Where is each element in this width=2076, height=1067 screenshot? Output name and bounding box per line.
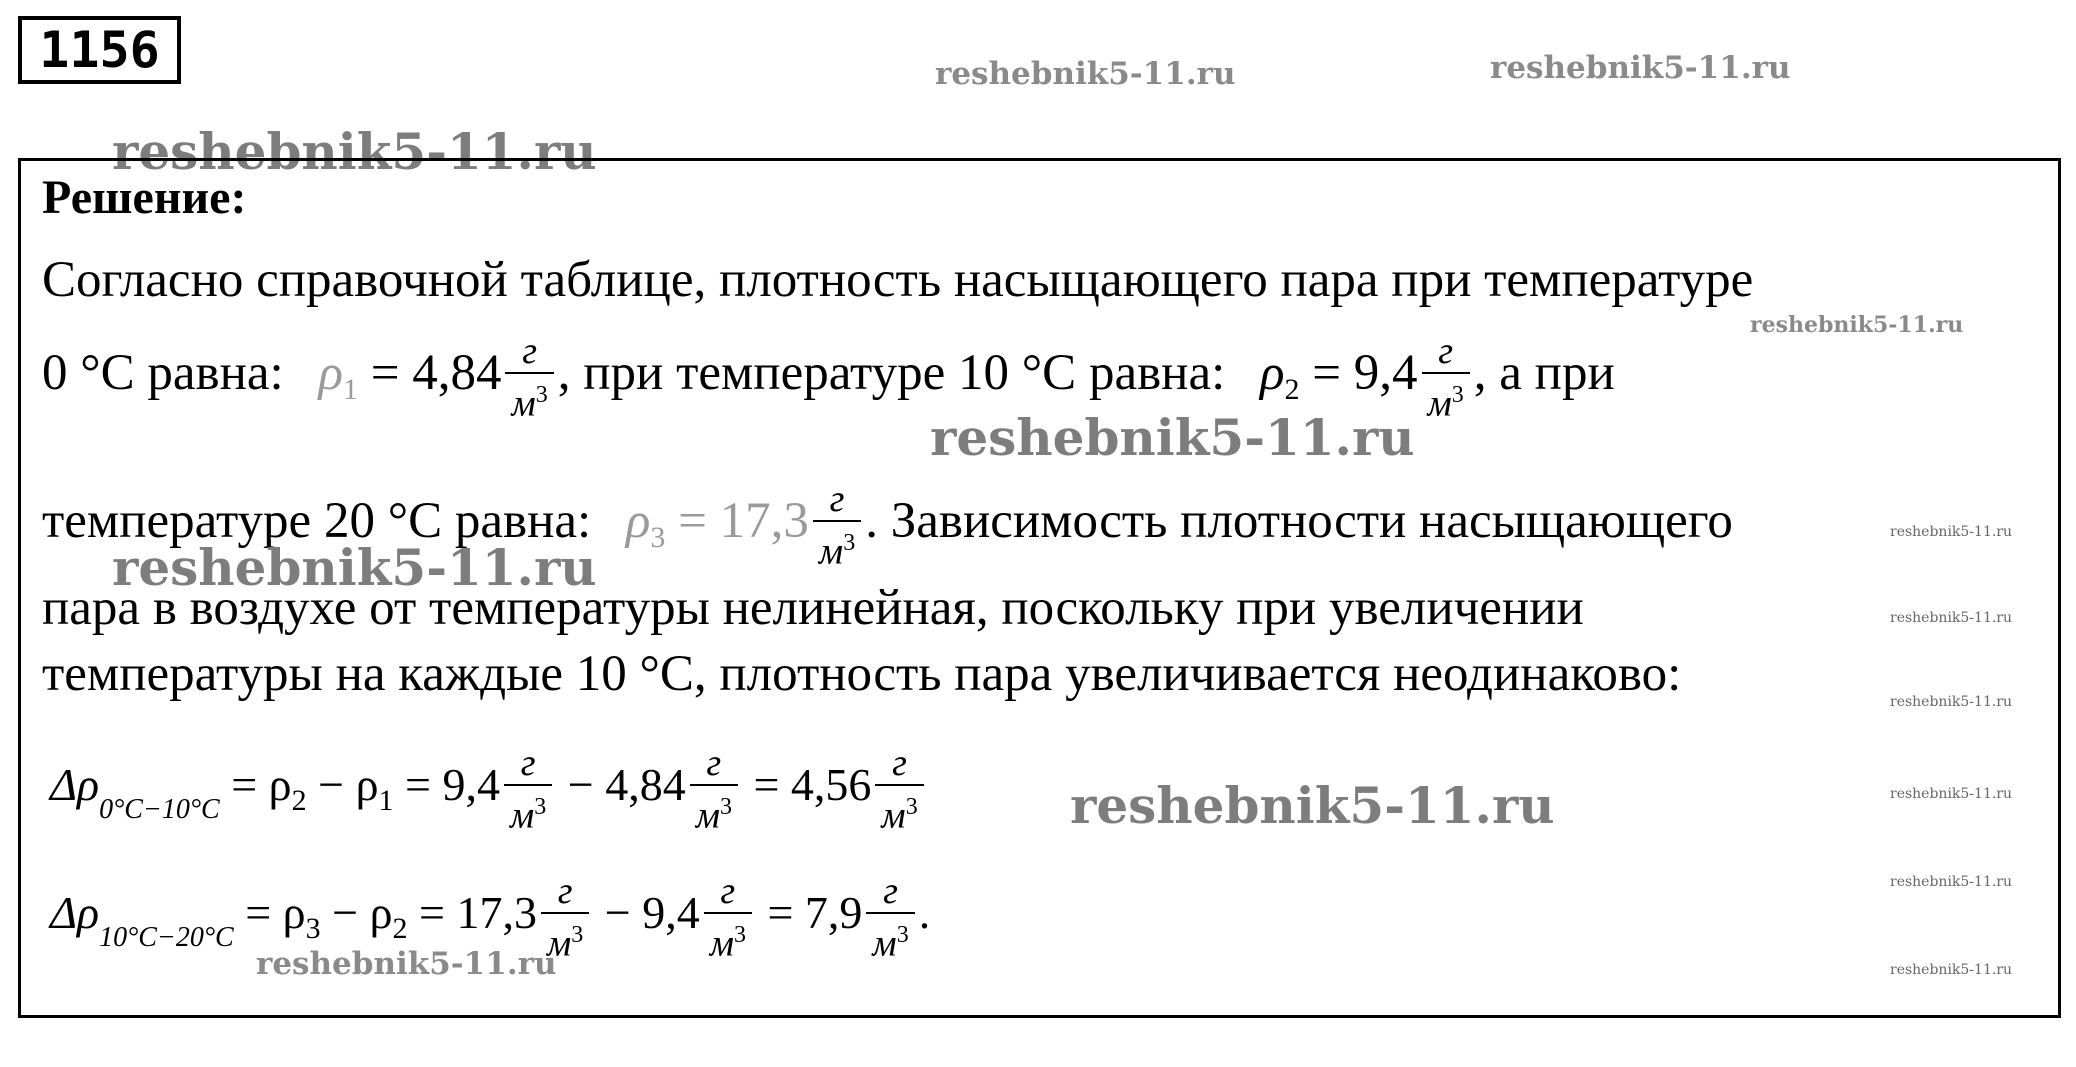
- text-line-4: пара в воздухе от температуры нелинейная, поскольку при увеличении: [42, 580, 1584, 636]
- watermark: reshebnik5-11.ru: [930, 408, 1415, 467]
- equation-delta-1: $\Delta\rho_{0^\circ C-10^\circ C} = \rho_2 - \rho_1 = 9,4$ $\frac{г}{м^3}$ − 4,84 $\frac{г}{м^3}$ = 4,56 $\frac{г}{м^3}$: [50, 742, 928, 840]
- text-line-2: 0 °C равна: $\rho_1 = 4,84$ $\frac{г}{м^3}$ , при температуре 10 °C равна: $\rho_2 = 9,4$ $\frac{г}{м^3}$ , а при: [42, 330, 1615, 425]
- equation-delta-2: $\Delta\rho_{10^\circ C-20^\circ C} = \rho_3 - \rho_2 = 17,3$ $\frac{г}{м^3}$ − 9,4 $\frac{г}{м^3}$ = 7,9 $\frac{г}{м^3}$ .: [50, 870, 931, 965]
- watermark: reshebnik5-11.ru: [1070, 776, 1555, 835]
- text-line-3: температуре 20 °C равна: $\rho_3 = 17,3$ $\frac{г}{м^3}$ . Зависимость плотности насыщающего: [42, 478, 1733, 573]
- watermark: reshebnik5-11.ru: [1890, 874, 2013, 890]
- watermark: reshebnik5-11.ru: [1890, 610, 2013, 626]
- text-line-1: Согласно справочной таблице, плотность насыщающего пара при температуре: [42, 252, 1754, 308]
- solution-heading: Решение:: [42, 171, 247, 224]
- unit-fraction: $\frac{г}{м^3}$: [813, 478, 861, 573]
- unit-fraction: $\frac{г}{м^3}$: [690, 742, 738, 837]
- watermark: reshebnik5-11.ru: [1890, 524, 2013, 540]
- watermark: reshebnik5-11.ru: [1890, 786, 2013, 802]
- problem-number: 1156: [18, 16, 181, 84]
- unit-fraction: $\frac{г}{м^3}$: [505, 330, 553, 425]
- unit-fraction: $\frac{г}{м^3}$: [704, 870, 752, 965]
- watermark: reshebnik5-11.ru: [1890, 962, 2013, 978]
- unit-fraction: $\frac{г}{м^3}$: [866, 870, 914, 965]
- unit-fraction: $\frac{г}{м^3}$: [875, 742, 923, 837]
- watermark: reshebnik5-11.ru: [1750, 312, 1964, 338]
- unit-fraction: $\frac{г}{м^3}$: [504, 742, 552, 837]
- watermark: reshebnik5-11.ru: [256, 946, 557, 982]
- watermark: reshebnik5-11.ru: [935, 56, 1236, 92]
- watermark: reshebnik5-11.ru: [112, 538, 597, 597]
- unit-fraction: $\frac{г}{м^3}$: [1422, 330, 1470, 425]
- watermark: reshebnik5-11.ru: [112, 122, 597, 181]
- watermark: reshebnik5-11.ru: [1890, 694, 2013, 710]
- unit-fraction: $\frac{г}{м^3}$: [541, 870, 589, 965]
- watermark: reshebnik5-11.ru: [1490, 50, 1791, 86]
- text-line-5: температуры на каждые 10 °C, плотность пара увеличивается неодинаково:: [42, 646, 1682, 702]
